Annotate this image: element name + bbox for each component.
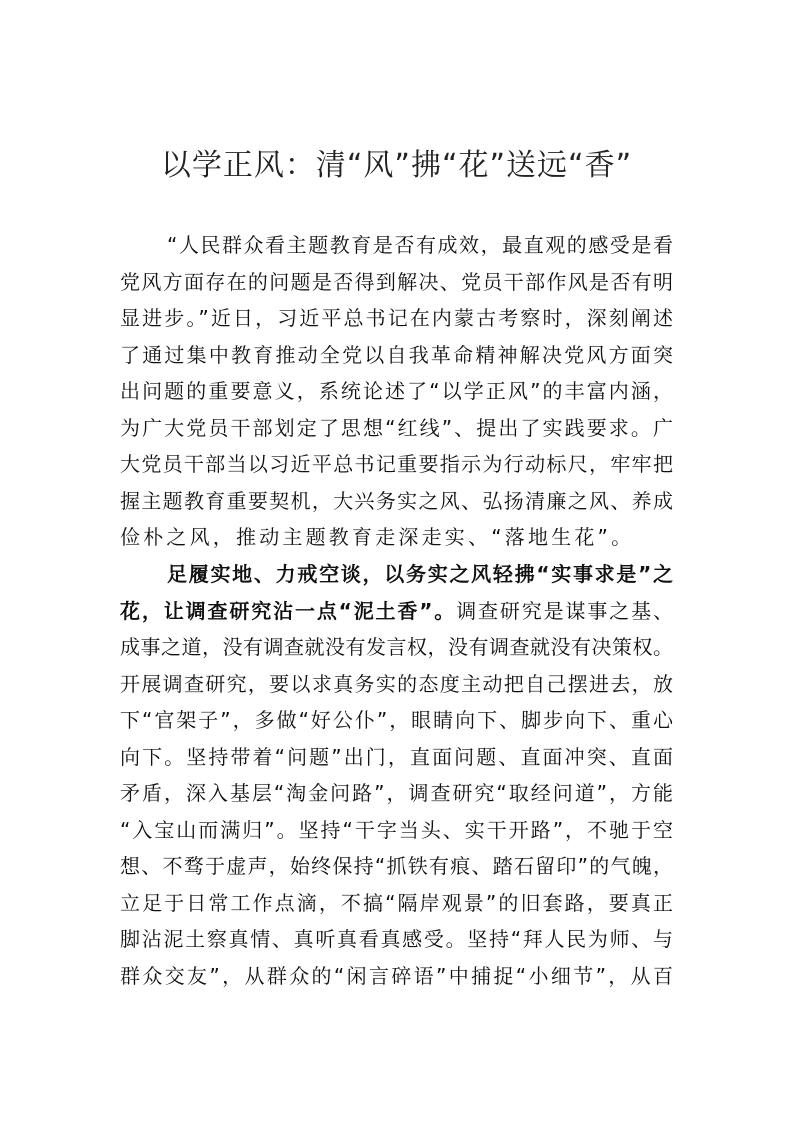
text-line: 显进步。”近日，习近平总书记在内蒙古考察时，深刻阐述 [120,306,673,330]
text-line: 脚沾泥土察真情、真听真看真感受。坚持“拜人民为师、与 [120,927,673,951]
text-span: 调查研究是谋事之基、 [456,598,674,623]
bold-heading-line: 足履实地、力戒空谈，以务实之风轻拂“实事求是”之 [167,562,673,586]
text-line: “人民群众看主题教育是否有成效，最直观的感受是看 [167,233,673,257]
text-line: 矛盾，深入基层“淘金问路”，调查研究“取经问道”，方能 [120,781,673,805]
text-line: 下“官架子”，多做“好公仆”，眼睛向下、脚步向下、重心 [120,708,673,732]
text-line: 开展调查研究，要以求真务实的态度主动把自己摆进去，放 [120,671,673,696]
text-line: 握主题教育重要契机，大兴务实之风、弘扬清廉之风、养成 [120,488,673,513]
bold-heading-text: 花，让调查研究沾一点“泥土香”。 [120,598,457,623]
text-line: 大党员干部当以习近平总书记重要指示为行动标尺，牢牢把 [120,452,673,476]
text-line: 成事之道，没有调查就没有发言权，没有调查就没有决策权。 [120,635,673,659]
paragraph-research [120,556,673,994]
text-line: 出问题的重要意义，系统论述了“以学正风”的丰富内涵， [120,379,673,403]
text-line: 了通过集中教育推动全党以自我革命精神解决党风方面突 [120,342,673,367]
text-line: 为广大党员干部划定了思想“红线”、提出了实践要求。广 [120,415,673,440]
text-line-mixed [120,593,673,630]
text-line: 立足于日常工作点滴，不搞“隔岸观景”的旧套路，要真正 [120,890,673,915]
text-line: 群众交友”，从群众的“闲言碎语”中捕捉“小细节”，从百 [120,963,673,988]
text-line: “入宝山而满归”。坚持“干字当头、实干开路”，不驰于空 [120,817,673,842]
text-line: 俭朴之风，推动主题教育走深走实、“落地生花”。 [120,525,635,549]
text-line: 想、不骛于虚声，始终保持“抓铁有痕、踏石留印”的气魄， [120,854,673,878]
paragraph-intro [120,227,673,556]
document-title: 以学正风：清“风”拂“花”送远“香” [160,148,633,183]
text-line: 向下。坚持带着“问题”出门，直面问题、直面冲突、直面 [120,744,673,769]
text-line: 党风方面存在的问题是否得到解决、党员干部作风是否有明 [120,269,673,294]
